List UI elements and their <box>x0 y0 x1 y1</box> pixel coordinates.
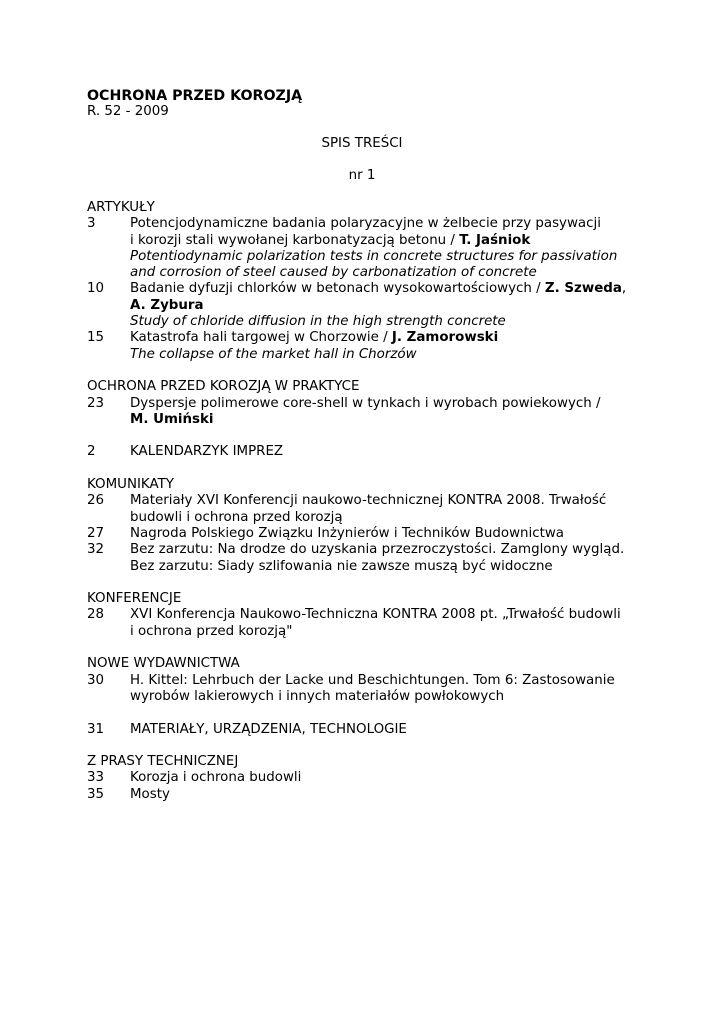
entry-line: Dyspersje polimerowe core-shell w tynkach i wyrobach powiekowych / <box>130 395 601 411</box>
toc-entry <box>87 673 647 706</box>
journal-issue: R. 52 - 2009 <box>87 104 169 119</box>
toc-entry <box>87 526 647 542</box>
entry-line: Bez zarzutu: Siady szlifowania nie zawsze muszą być widoczne <box>130 558 553 574</box>
toc-entry <box>87 542 647 575</box>
page-number: 28 <box>87 607 105 623</box>
section-heading: KOMUNIKATY <box>87 477 174 493</box>
entry-text <box>130 526 647 542</box>
toc-entry <box>87 722 647 738</box>
entry-text <box>130 607 647 640</box>
section-kalendarzyk <box>87 444 647 460</box>
section-heading: Z PRASY TECHNICZNEJ <box>87 754 239 770</box>
page-number: 35 <box>87 786 105 802</box>
journal-title: OCHRONA PRZED KOROZJĄ <box>87 88 303 104</box>
page-number: 3 <box>87 216 96 232</box>
entry-text <box>130 216 647 281</box>
page-number: 31 <box>87 721 105 737</box>
author: T. Jaśniok <box>459 232 531 248</box>
section-artykuly <box>87 200 647 363</box>
section-heading: OCHRONA PRZED KOROZJĄ W PRAKTYCE <box>87 379 360 395</box>
toc-entry <box>87 396 647 429</box>
entry-text <box>130 673 647 706</box>
entry-text <box>130 281 647 330</box>
author: A. Zybura <box>130 297 204 313</box>
toc-entry <box>87 787 647 803</box>
entry-line <box>130 281 647 297</box>
page-number: 15 <box>87 330 105 346</box>
section-heading: ARTYKUŁY <box>87 200 155 215</box>
section-prasa <box>87 754 647 803</box>
entry-text <box>130 787 647 803</box>
separator: , <box>621 281 627 297</box>
entry-line: Mosty <box>130 786 170 802</box>
entry-line <box>130 330 647 346</box>
entry-line: XVI Konferencja Naukowo-Techniczna KONTRA 2008 pt. „Trwałość budowli <box>130 607 621 623</box>
page-number: 26 <box>87 493 105 509</box>
toc-entry <box>87 493 647 526</box>
section-konferencje <box>87 591 647 640</box>
entry-translation: Study of chloride diffusion in the high strength concrete <box>130 314 506 330</box>
entry-text <box>130 542 647 575</box>
entry-text <box>130 396 647 429</box>
entry-line <box>130 298 647 314</box>
entry-line: wyrobów lakierowych i innych materiałów powłokowych <box>130 688 505 704</box>
toc-entry <box>87 330 647 363</box>
entry-line-text: Badanie dyfuzji chlorków w betonach wysokowartościowych / <box>130 281 545 297</box>
author: M. Umiński <box>130 411 214 427</box>
entry-line: Korozja i ochrona budowli <box>130 770 302 786</box>
entry-line: Bez zarzutu: Na drodze do uzyskania przezroczystości. Zamglony wygląd. <box>130 542 625 558</box>
entry-line: KALENDARZYK IMPREZ <box>130 444 284 460</box>
entry-line: i ochrona przed korozją" <box>130 623 293 639</box>
table-of-contents <box>87 200 647 819</box>
entry-line: Materiały XVI Konferencji naukowo-technicznej KONTRA 2008. Trwałość <box>130 493 607 509</box>
toc-entry <box>87 607 647 640</box>
entry-translation: and corrosion of steel caused by carbonatization of concrete <box>130 265 537 281</box>
author: Z. Szweda <box>544 281 622 297</box>
entry-line: H. Kittel: Lehrbuch der Lacke und Beschichtungen. Tom 6: Zastosowanie <box>130 672 615 688</box>
page-number: 30 <box>87 672 105 688</box>
entry-line-text: Katastrofa hali targowej w Chorzowie / <box>130 330 392 346</box>
toc-entry <box>87 444 647 460</box>
toc-title: SPIS TREŚCI <box>321 136 403 151</box>
entry-line: Potencjodynamiczne badania polaryzacyjne w żelbecie przy pasywacji <box>130 216 601 232</box>
section-heading: NOWE WYDAWNICTWA <box>87 656 240 672</box>
page-number: 27 <box>87 525 105 541</box>
issue-number: nr 1 <box>348 168 376 183</box>
section-wydawnictwa <box>87 656 647 705</box>
page-number: 33 <box>87 770 105 786</box>
entry-text <box>130 722 647 738</box>
section-heading: KONFERENCJE <box>87 591 182 607</box>
toc-entry <box>87 770 647 786</box>
section-praktyka <box>87 379 647 428</box>
toc-entry <box>87 216 647 281</box>
entry-line <box>130 412 647 428</box>
entry-text <box>130 770 647 786</box>
entry-line-text: i korozji stali wywołanej karbonatyzacją betonu / <box>130 232 460 248</box>
entry-line: Nagroda Polskiego Związku Inżynierów i Techników Budownictwa <box>130 525 564 541</box>
entry-text <box>130 330 647 363</box>
toc-entry <box>87 281 647 330</box>
entry-translation: The collapse of the market hall in Chorzów <box>130 346 417 362</box>
section-komunikaty <box>87 477 647 575</box>
page-number: 2 <box>87 444 96 460</box>
entry-text <box>130 493 647 526</box>
section-materialy <box>87 722 647 738</box>
author: J. Zamorowski <box>391 330 499 346</box>
entry-line <box>130 233 647 249</box>
entry-line: MATERIAŁY, URZĄDZENIA, TECHNOLOGIE <box>130 721 407 737</box>
entry-line: budowli i ochrona przed korozją <box>130 509 343 525</box>
entry-text <box>130 444 647 460</box>
page-number: 32 <box>87 542 105 558</box>
entry-translation: Potentiodynamic polarization tests in concrete structures for passivation <box>130 248 618 264</box>
page-number: 23 <box>87 395 105 411</box>
page-number: 10 <box>87 281 105 297</box>
